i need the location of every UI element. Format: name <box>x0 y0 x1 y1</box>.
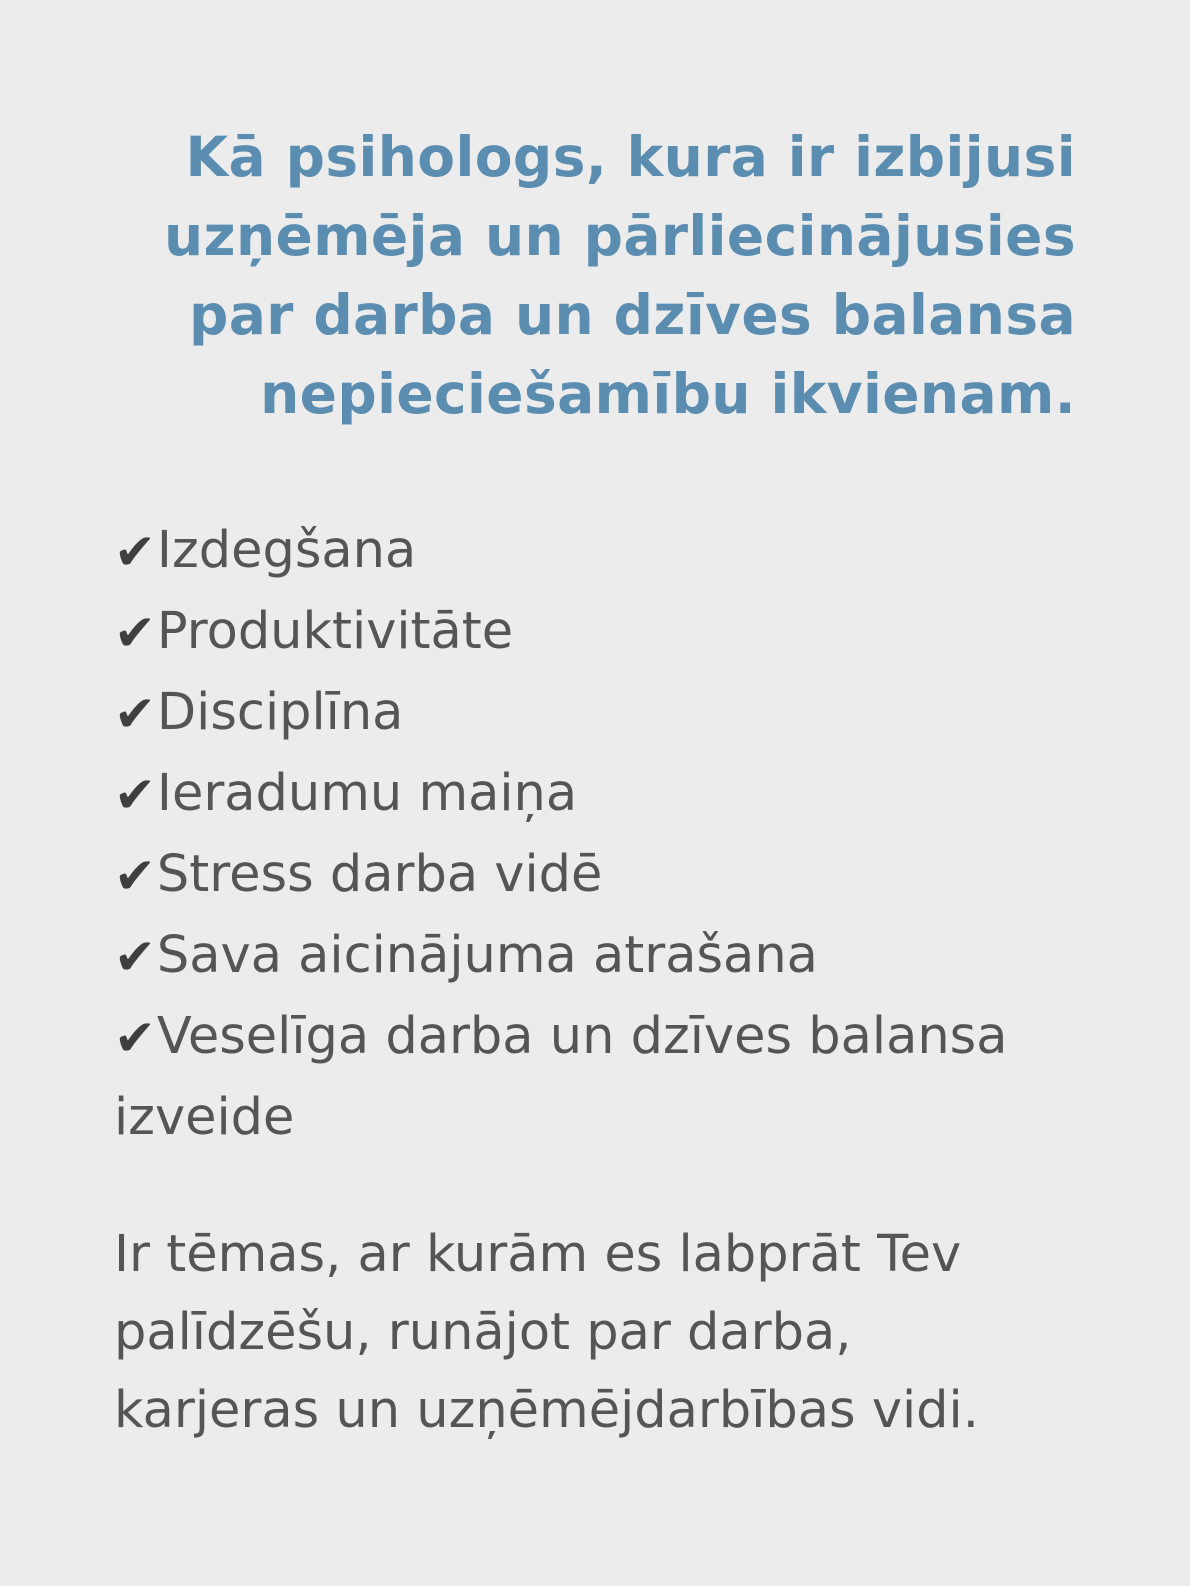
check-mark-icon: ✔ <box>114 928 156 986</box>
heading-line: nepieciešamību ikvienam. <box>260 362 1076 426</box>
list-item <box>114 753 1074 834</box>
list-item <box>114 834 1074 915</box>
check-mark-icon: ✔ <box>114 523 156 581</box>
heading-line: uzņēmēja un pārliecinājusies <box>164 204 1076 268</box>
list-item <box>114 996 1074 1158</box>
check-mark-icon: ✔ <box>114 685 156 743</box>
closing-line: palīdzēšu, runājot par darba, <box>114 1303 852 1362</box>
list-item <box>114 915 1074 996</box>
check-mark-icon: ✔ <box>114 1009 156 1067</box>
heading-line: par darba un dzīves balansa <box>189 283 1076 347</box>
closing-paragraph <box>114 1216 1074 1450</box>
closing-line: karjeras un uzņēmējdarbības vidi. <box>114 1381 979 1440</box>
check-mark-icon: ✔ <box>114 766 156 824</box>
list-item-label: Ieradumu maiņa <box>156 764 578 823</box>
list-item-label: Izdegšana <box>156 521 417 580</box>
list-item <box>114 591 1074 672</box>
check-mark-icon: ✔ <box>114 847 156 905</box>
heading-line: Kā psihologs, kura ir izbijusi <box>185 125 1076 189</box>
closing-line: Ir tēmas, ar kurām es labprāt Tev <box>114 1225 962 1284</box>
list-item-label: Disciplīna <box>156 683 404 742</box>
list-item-label: Sava aicinājuma atrašana <box>156 926 818 985</box>
list-item-label: Veselīga darba un dzīves balansa izveide <box>114 1007 1008 1147</box>
list-item <box>114 510 1074 591</box>
topics-list <box>114 510 1074 1158</box>
check-mark-icon: ✔ <box>114 604 156 662</box>
list-item <box>114 672 1074 753</box>
page-heading <box>150 118 1076 434</box>
list-item-label: Stress darba vidē <box>156 845 603 904</box>
list-item-label: Produktivitāte <box>156 602 514 661</box>
